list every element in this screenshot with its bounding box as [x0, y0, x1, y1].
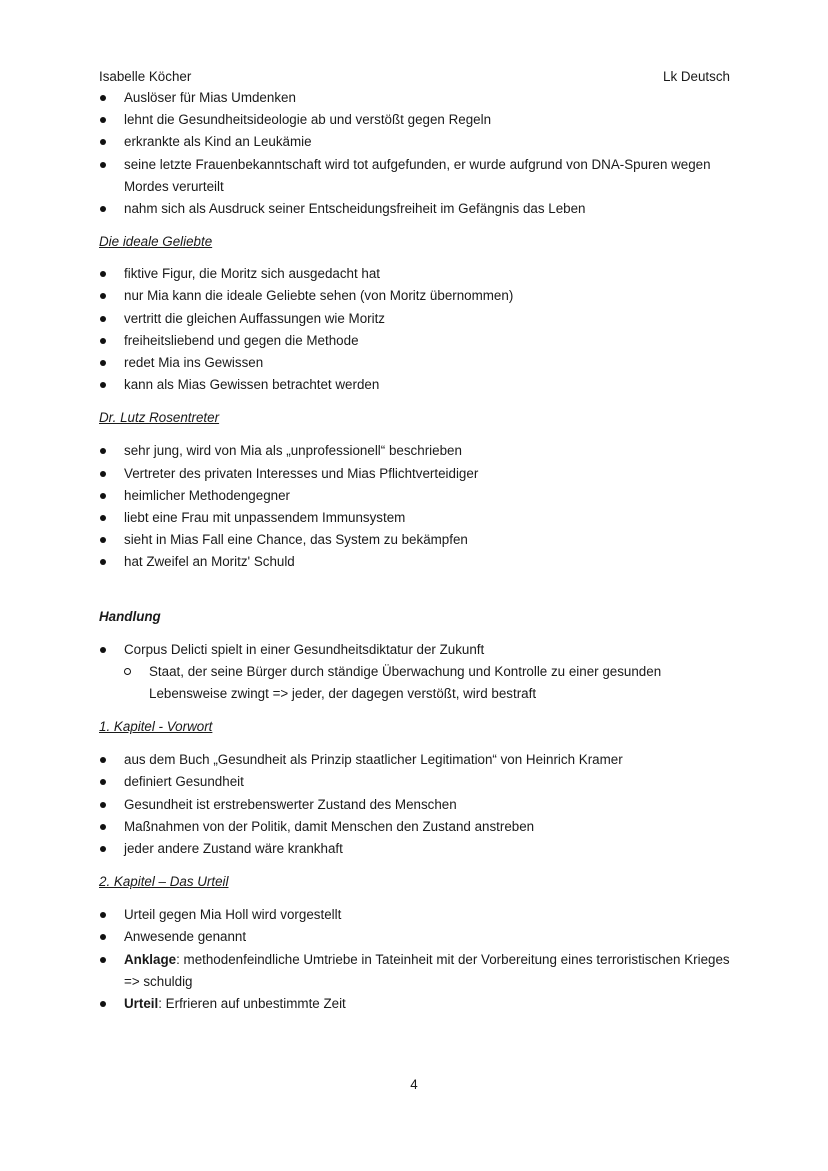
list-item: redet Mia ins Gewissen — [99, 352, 739, 374]
urteil-text: : Erfrieren auf unbestimmte Zeit — [158, 996, 346, 1012]
list-item: heimlicher Methodengegner — [99, 485, 739, 507]
list-item: lehnt die Gesundheitsideologie ab und verstößt gegen Regeln — [99, 109, 739, 131]
sub-list-item: Staat, der seine Bürger durch ständige Überwachung und Kontrolle zu einer gesunden Lebensweise zwingt => jeder, der dagegen verstößt, wird bestraft — [99, 661, 739, 705]
anklage-text: : methodenfeindliche Umtriebe in Tateinheit mit der Vorbereitung eines terroristischen Krieges => schuldig — [124, 951, 730, 989]
list-item: liebt eine Frau mit unpassendem Immunsystem — [99, 507, 739, 529]
rosentreter-list — [99, 440, 739, 573]
list-item: erkrankte als Kind an Leukämie — [99, 131, 739, 153]
section-heading-rosentreter: Dr. Lutz Rosentreter — [99, 410, 220, 426]
handlung-sublist — [99, 661, 739, 705]
list-item: Vertreter des privaten Interesses und Mias Pflichtverteidiger — [99, 463, 739, 485]
list-item: nur Mia kann die ideale Geliebte sehen (von Moritz übernommen) — [99, 285, 739, 307]
list-item: vertritt die gleichen Auffassungen wie Moritz — [99, 308, 739, 330]
list-item: nahm sich als Ausdruck seiner Entscheidungsfreiheit im Gefängnis das Leben — [99, 198, 739, 220]
list-item: Anwesende genannt — [99, 926, 739, 948]
section-heading-kapitel-2: 2. Kapitel – Das Urteil — [99, 874, 229, 890]
list-item: Gesundheit ist erstrebenswerter Zustand des Menschen — [99, 794, 739, 816]
list-item: seine letzte Frauenbekanntschaft wird tot aufgefunden, er wurde aufgrund von DNA-Spuren wegen Mordes verurteilt — [99, 154, 739, 198]
moritz-list — [99, 87, 739, 220]
header-course: Lk Deutsch — [663, 69, 730, 84]
list-item: aus dem Buch „Gesundheit als Prinzip staatlicher Legitimation“ von Heinrich Kramer — [99, 749, 739, 771]
list-item: Maßnahmen von der Politik, damit Menschen den Zustand anstreben — [99, 816, 739, 838]
list-item: fiktive Figur, die Moritz sich ausgedacht hat — [99, 263, 739, 285]
header-author: Isabelle Köcher — [99, 69, 192, 84]
section-heading-ideale-geliebte: Die ideale Geliebte — [99, 234, 213, 250]
list-item: jeder andere Zustand wäre krankhaft — [99, 838, 739, 860]
anklage-label: Anklage — [124, 951, 177, 967]
list-item: freiheitsliebend und gegen die Methode — [99, 330, 739, 352]
page-content — [99, 87, 739, 1015]
section-heading-kapitel-1: 1. Kapitel - Vorwort — [99, 719, 213, 735]
list-item: hat Zweifel an Moritz' Schuld — [99, 551, 739, 573]
ideale-geliebte-list — [99, 263, 739, 396]
list-item: Urteil gegen Mia Holl wird vorgestellt — [99, 904, 739, 926]
list-item-text: Corpus Delicti spielt in einer Gesundheitsdiktatur der Zukunft — [124, 641, 485, 657]
list-item: sehr jung, wird von Mia als „unprofessionell“ beschrieben — [99, 440, 739, 462]
list-item: sieht in Mias Fall eine Chance, das System zu bekämpfen — [99, 529, 739, 551]
urteil-label: Urteil — [124, 996, 159, 1012]
list-item — [99, 949, 739, 993]
section-heading-handlung: Handlung — [99, 608, 161, 624]
list-item: definiert Gesundheit — [99, 771, 739, 793]
list-item — [99, 993, 739, 1015]
kapitel-1-list — [99, 749, 739, 860]
page-number: 4 — [410, 1077, 418, 1092]
kapitel-2-list — [99, 904, 739, 1015]
list-item: Auslöser für Mias Umdenken — [99, 87, 739, 109]
list-item: kann als Mias Gewissen betrachtet werden — [99, 374, 739, 396]
handlung-list — [99, 639, 739, 706]
list-item — [99, 639, 739, 706]
